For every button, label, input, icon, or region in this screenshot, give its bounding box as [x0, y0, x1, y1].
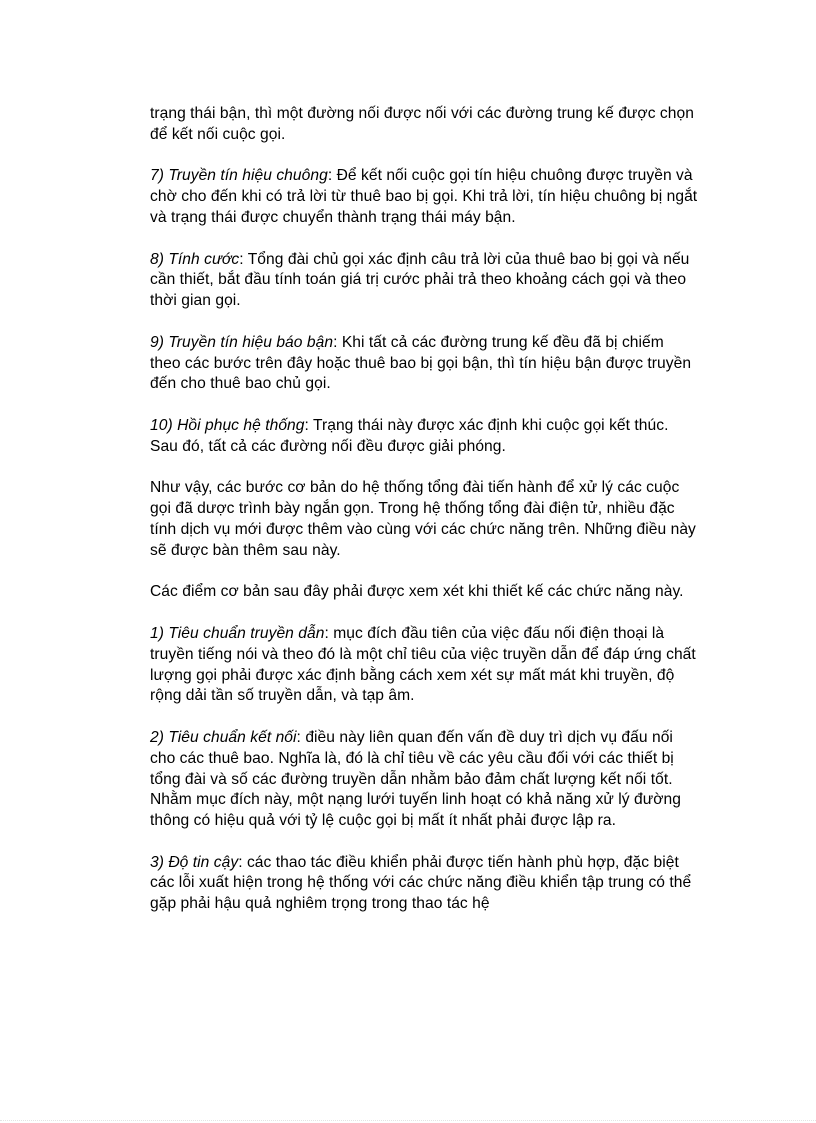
heading-separator: : — [327, 167, 337, 185]
paragraph — [150, 478, 698, 561]
paragraph — [150, 624, 698, 707]
heading-separator: : — [239, 250, 248, 268]
paragraph-text: trạng thái bận, thì một đường nối được nối với các đường trung kế được chọn để kết nối cuộc gọi. — [150, 105, 694, 143]
paragraph-text: mục đích đầu tiên của việc đấu nối điện thoại là truyền tiếng nói và theo đó là một chỉ tiêu của việc truyền dẫn để đáp ứng chất lượng gọi phải được xác định bằng cách xem xét sự mất mát khi truyền, độ rộng dải tần số truyền dẫn, và tạp âm. — [150, 624, 696, 705]
heading-separator: : — [304, 416, 313, 434]
paragraph — [150, 166, 698, 228]
paragraph-heading: 1) Tiêu chuẩn truyền dẫn — [150, 624, 325, 642]
paragraph-text: Tổng đài chủ gọi xác định câu trả lời của thuê bao bị gọi và nếu cần thiết, bắt đầu tính toán giá trị cước phải trả theo khoảng cách gọi và theo thời gian gọi. — [150, 250, 690, 310]
paragraph — [150, 582, 698, 603]
paragraph-heading: 2) Tiêu chuẩn kết nối — [150, 728, 297, 746]
paragraph-heading: 9) Truyền tín hiệu báo bận — [150, 333, 334, 351]
page-content — [150, 104, 698, 936]
paragraph — [150, 104, 698, 146]
paragraph-text: các thao tác điều khiển phải được tiến hành phù hợp, đặc biệt các lỗi xuất hiện trong hệ thống với các chức năng điều khiển tập trung có thể gặp phải hậu quả nghiêm trọng trong thao tác hệ — [150, 853, 692, 913]
paragraph — [150, 250, 698, 312]
paragraph — [150, 728, 698, 832]
paragraph-heading: 10) Hồi phục hệ thống — [150, 416, 305, 434]
heading-separator: : — [238, 853, 247, 871]
paragraph — [150, 333, 698, 395]
paragraph-heading: 8) Tính cước — [150, 250, 240, 268]
paragraph-text: Khi tất cả các đường trung kế đều đã bị chiếm theo các bước trên đây hoặc thuê bao bị gọi bận, thì tín hiệu bận được truyền đến cho thuê bao chủ gọi. — [150, 333, 692, 393]
heading-separator: : — [333, 333, 342, 351]
paragraph — [150, 416, 698, 458]
paragraph-text: Để kết nối cuộc gọi tín hiệu chuông được truyền và chờ cho đến khi có trả lời từ thuê bao bị gọi. Khi trả lời, tín hiệu chuông bị ngắt và trạng thái được chuyển thành trạng thái máy bận. — [150, 167, 698, 226]
paragraph-heading: 3) Độ tin cậy — [150, 853, 239, 871]
page-bottom-divider — [0, 1120, 816, 1121]
paragraph-heading: 7) Truyền tín hiệu chuông — [150, 167, 328, 185]
paragraph-text: điều này liên quan đến vấn đề duy trì dịch vụ đấu nối cho các thuê bao. Nghĩa là, đó là chỉ tiêu về các yêu cầu đối với các thiết bị tổng đài và số các đường truyền dẫn nhằm bảo đảm chất lượng kết nối tốt. Nhằm mục đích này, một nạng lưới tuyến linh hoạt có khả năng xử lý đường thông có hiệu quả với tỷ lệ cuộc gọi bị mất ít nhất phải được lập ra. — [150, 728, 681, 830]
paragraph-text: Trạng thái này được xác định khi cuộc gọi kết thúc. Sau đó, tất cả các đường nối đều được giải phóng. — [150, 416, 669, 455]
paragraph — [150, 853, 698, 915]
paragraph-text: Như vậy, các bước cơ bản do hệ thống tổng đài tiến hành để xử lý các cuộc gọi đã dược trình bày ngắn gọn. Trong hệ thống tổng đài điện tử, nhiều đặc tính dịch vụ mới được thêm vào cùng với các chức năng trên. Những điều này sẽ được bàn thêm sau này. — [150, 479, 696, 559]
heading-separator: : — [296, 728, 306, 746]
paragraph-text: Các điểm cơ bản sau đây phải được xem xét khi thiết kế các chức năng này. — [150, 583, 684, 601]
heading-separator: : — [324, 624, 334, 642]
